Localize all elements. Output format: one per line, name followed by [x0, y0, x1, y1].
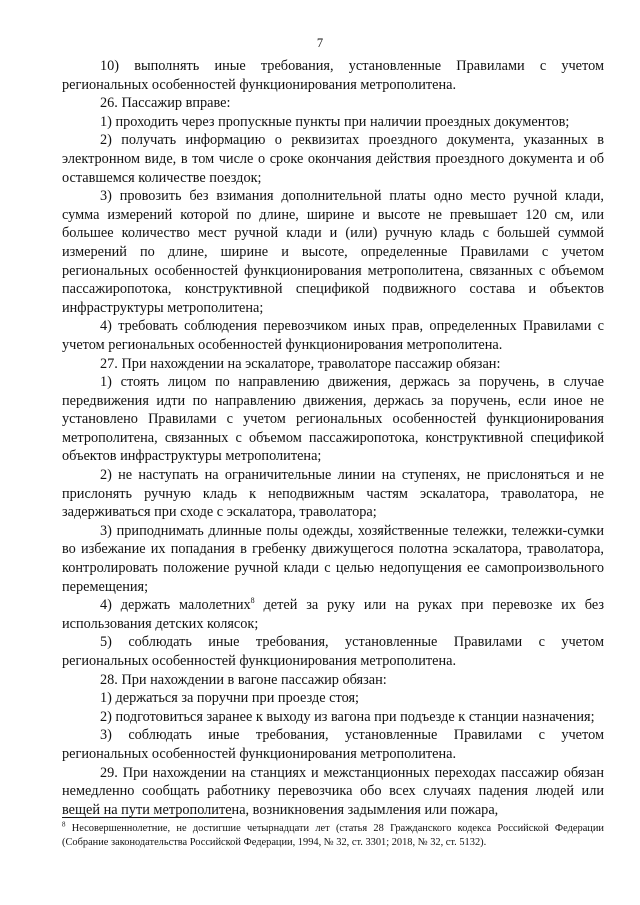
paragraph-26-2: 2) получать информацию о реквизитах проездного документа, указанных в электронном виде, в том числе о сроке окончания действия проездного документа и об оставшемся количестве поездок; — [62, 132, 604, 186]
paragraph-25-10: 10) выполнять иные требования, установленные Правилами с учетом региональных особенностей функционирования метрополитена. — [62, 58, 604, 93]
paragraph-27-3: 3) приподнимать длинные полы одежды, хозяйственные тележки, тележки-сумки во избежание их попадания в гребенку движущегося полотна эскалатора, траволатора, контролировать положение ручной клади с целью недопущения ее самопроизвольного перемещения; — [62, 522, 604, 595]
paragraph-27-4-end: детей за руку или на руках при перевозке их без использования детских колясок; — [62, 597, 605, 632]
paragraph-27-5: 5) соблюдать иные требования, установленные Правилами с учетом региональных особенностей функционирования метрополитена. — [62, 634, 604, 669]
paragraph-28-3: 3) соблюдать иные требования, установленные Правилами с учетом региональных особенностей функционирования метрополитена. — [62, 727, 604, 762]
paragraph-27-heading: 27. При нахождении на эскалаторе, траволаторе пассажир обязан: — [100, 355, 501, 372]
paragraph-28-2: 2) подготовиться заранее к выходу из вагона при подъезде к станции назначения; — [100, 708, 595, 725]
paragraph-29: 29. При нахождении на станциях и межстанционных переходах пассажир обязан немедленно сообщать работнику перевозчика обо всех случаях падения людей или вещей на пути метрополитена, возникновения задымления или пожара, — [62, 764, 604, 818]
paragraph-26-3: 3) провозить без взимания дополнительной платы одно место ручной клади, сумма измерений которой по длине, ширине и высоте не превышает 120 см, или большее количество мест ручной клади и (или) ручную кладь с большей суммой измерений по длине, ширине и высоте, определенные Правилами с учетом региональных особенностей функционирования метрополитена, связанных с объемом пассажиропотока, конструктивной спецификой подвижного состава и объектов инфраструктуры метрополитена; — [62, 188, 604, 316]
footnote — [62, 822, 604, 850]
paragraph-26-4: 4) требовать соблюдения перевозчиком иных прав, определенных Правилами с учетом региональных особенностей функционирования метрополитена. — [62, 318, 604, 353]
page-number: 7 — [316, 36, 324, 50]
paragraph-28-1: 1) держаться за поручни при проезде стоя; — [100, 690, 359, 707]
footnote-reference[interactable]: 8 — [250, 596, 255, 606]
footnote-divider — [62, 817, 232, 818]
paragraph-26-1: 1) проходить через пропускные пункты при наличии проездных документов; — [100, 113, 570, 130]
paragraph-27-4 — [62, 596, 604, 633]
paragraph-28-heading: 28. При нахождении в вагоне пассажир обязан: — [100, 671, 387, 688]
paragraph-27-2: 2) не наступать на ограничительные линии на ступенях, не прислоняться и не прислонять ручную кладь к неподвижным частям эскалатора, траволатора, не задерживаться при сходе с эскалатора, траволатора; — [62, 467, 604, 521]
paragraph-27-1: 1) стоять лицом по направлению движения, держась за поручень, в случае передвижения идти по направлению движения, держась за поручень, если иное не установлено Правилами с учетом региональных особенностей функционирования метрополитена, связанных с объемом пассажиропотока, конструктивной спецификой объектов инфраструктуры метрополитена; — [62, 374, 604, 465]
paragraph-26-heading: 26. Пассажир вправе: — [100, 95, 231, 112]
footnote-marker: 8 — [62, 820, 66, 829]
paragraph-27-4-start: 4) держать малолетних — [100, 597, 251, 614]
document-body — [62, 57, 604, 819]
footnote-text: Несовершеннолетние, не достигшие четырнадцати лет (статья 28 Гражданского кодекса Российской Федерации (Собрание законодательства Российской Федерации, 1994, № 32, ст. 3301; 2018, № 32, ст. 5132). — [62, 823, 604, 848]
